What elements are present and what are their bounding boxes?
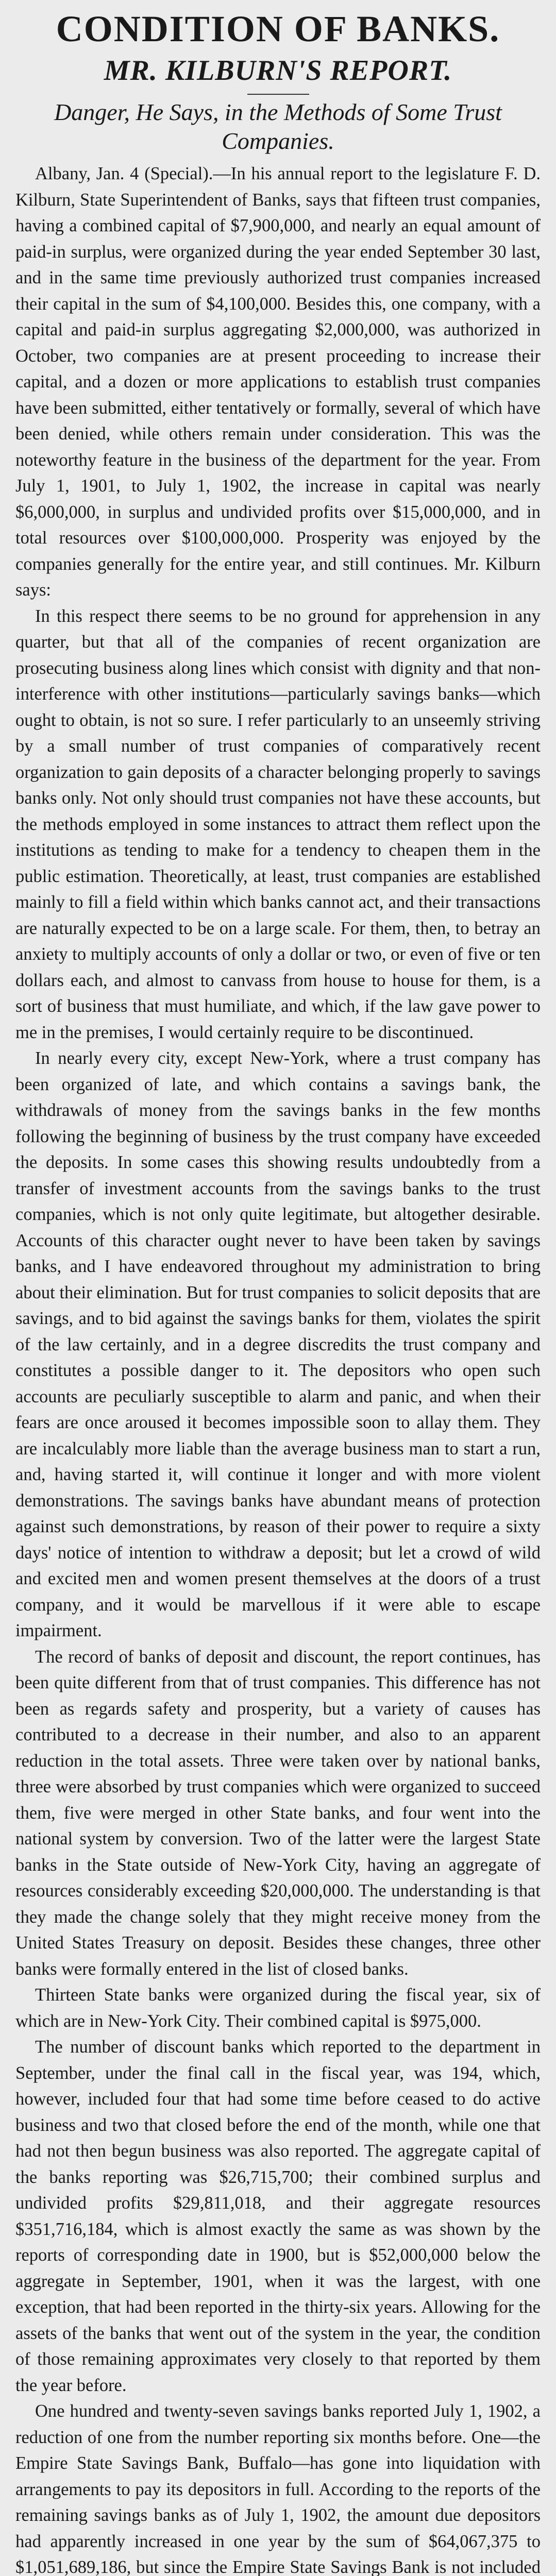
divider	[247, 94, 309, 95]
headline: CONDITION OF BANKS.	[56, 8, 500, 49]
subheadline: MR. KILBURN'S REPORT.	[104, 55, 452, 87]
deck: Danger, He Says, in the Methods of Some Trust Companies.	[54, 99, 502, 154]
paragraph: In nearly every city, except New-York, where a trust company has been organized of late, and which contains a savings bank, the withdrawals of money from the savings banks in the few months following the beginning of business by the trust company have exceeded the deposits. In some cases this showing results undoubtedly from a transfer of investment accounts from the savings banks to the trust companies, which is not only quite legitimate, but altogether desirable. Accounts of this character ought never to have been taken by savings banks, and I have endeavored throughout my administration to bring about their elimination. But for trust companies to solicit deposits that are savings, and to bid against the savings banks for them, violates the spirit of the law certainly, and in a degree discredits the trust company and constitutes a possible danger to it. The depositors who open such accounts are peculiarly susceptible to alarm and panic, and when their fears are once aroused it becomes impossible soon to allay them. They are incalculably more liable than the average business man to start a run, and, having started it, will continue it longer and with more violent demonstrations. The savings banks have abundant means of protection against such demonstrations, by reason of their power to require a sixty days' notice of intention to withdraw a deposit; but let a crowd of wild and excited men and women present themselves at the doors of a trust company, and it would be marvellous if it were able to escape impairment.	[15, 1048, 541, 1640]
article-body	[15, 161, 541, 2576]
paragraph: One hundred and twenty-seven savings banks reported July 1, 1902, a reduction of one from the number reporting six months before. One—the Empire State Savings Bank, Buffalo—has gone into liquidation with arrangements to pay its depositors in full. According to the reports of the remaining savings banks as of July 1, 1902, the amount due depositors had apparently increased in one year by the sum of $64,067,375 to $1,051,689,186, but since the Empire State Savings Bank is not included	[15, 2401, 541, 2576]
paragraph: In this respect there seems to be no ground for apprehension in any quarter, but that all of the companies of recent organization are prosecuting business along lines which consist with dignity and that non-interference with other institutions—particularly savings banks—which ought to obtain, is not so sure. I refer particularly to an unseemly striving by a small number of trust companies of comparatively recent organization to gain deposits of a character belonging properly to savings banks only. Not only should trust companies not have these accounts, but the methods employed in some instances to attract them reflect upon the institutions as tending to make for a tendency to cheapen them in the public estimation. Theoretically, at least, trust companies are established mainly to fill a field within which banks cannot act, and their transactions are naturally expected to be on a large scale. For them, then, to betray an anxiety to multiply accounts of only a dollar or two, or even of five or ten dollars each, and almost to canvass from house to house for them, is a sort of business that must humiliate, and which, if the law gave power to me in the premises, I would certainly require to be discontinued.	[15, 606, 541, 1042]
paragraph: Albany, Jan. 4 (Special).—In his annual report to the legislature F. D. Kilburn, State Superintendent of Banks, says that fifteen trust companies, having a combined capital of $7,900,000, and nearly an equal amount of paid-in surplus, were organized during the year ended September 30 last, and in the same time previously authorized trust companies increased their capital in the sum of $4,100,000. Besides this, one company, with a capital and paid-in surplus aggregating $2,000,000, was authorized in October, two companies are at present proceeding to increase their capital, and a dozen or more applications to establish trust companies have been submitted, either tentatively or formally, several of which have been denied, while others remain under consideration. This was the noteworthy feature in the business of the department for the year. From July 1, 1901, to July 1, 1902, the increase in capital was nearly $6,000,000, in surplus and undivided profits over $15,000,000, and in total resources over $100,000,000. Prosperity was enjoyed by the companies generally for the entire year, and still continues. Mr. Kilburn says:	[15, 164, 541, 600]
paragraph: The record of banks of deposit and discount, the report continues, has been quite different from that of trust companies. This difference has not been as regards safety and prosperity, but a variety of causes has contributed to a decrease in their number, and also to an apparent reduction in the total assets. Three were taken over by national banks, three were absorbed by trust companies which were organized to succeed them, five were merged in other State banks, and four went into the national system by conversion. Two of the latter were the largest State banks in the State outside of New-York City, having an aggregate of resources considerably exceeding $20,000,000. The understanding is that they made the change solely that they might receive money from the United States Treasury on deposit. Besides these changes, three other banks were formally entered in the list of closed banks.	[15, 1647, 541, 1979]
paragraph: Thirteen State banks were organized during the fiscal year, six of which are in New-York City. Their combined capital is $975,000.	[15, 1985, 541, 2031]
paragraph: The number of discount banks which reported to the department in September, under the final call in the fiscal year, was 194, which, however, included four that had some time before ceased to do active business and two that closed before the end of the month, while one that had not then begun business was also reported. The aggregate capital of the banks reporting was $26,715,700; their combined surplus and undivided profits $29,811,018, and their aggregate resources $351,716,184, which is almost exactly the same as was shown by the reports of corresponding date in 1900, but is $52,000,000 below the aggregate in September, 1901, when it was the largest, with one exception, that had been reported in the thirty-six years. Allowing for the assets of the banks that went out of the system in the year, the condition of those remaining approximates very closely to that reported by them the year before.	[15, 2037, 541, 2395]
